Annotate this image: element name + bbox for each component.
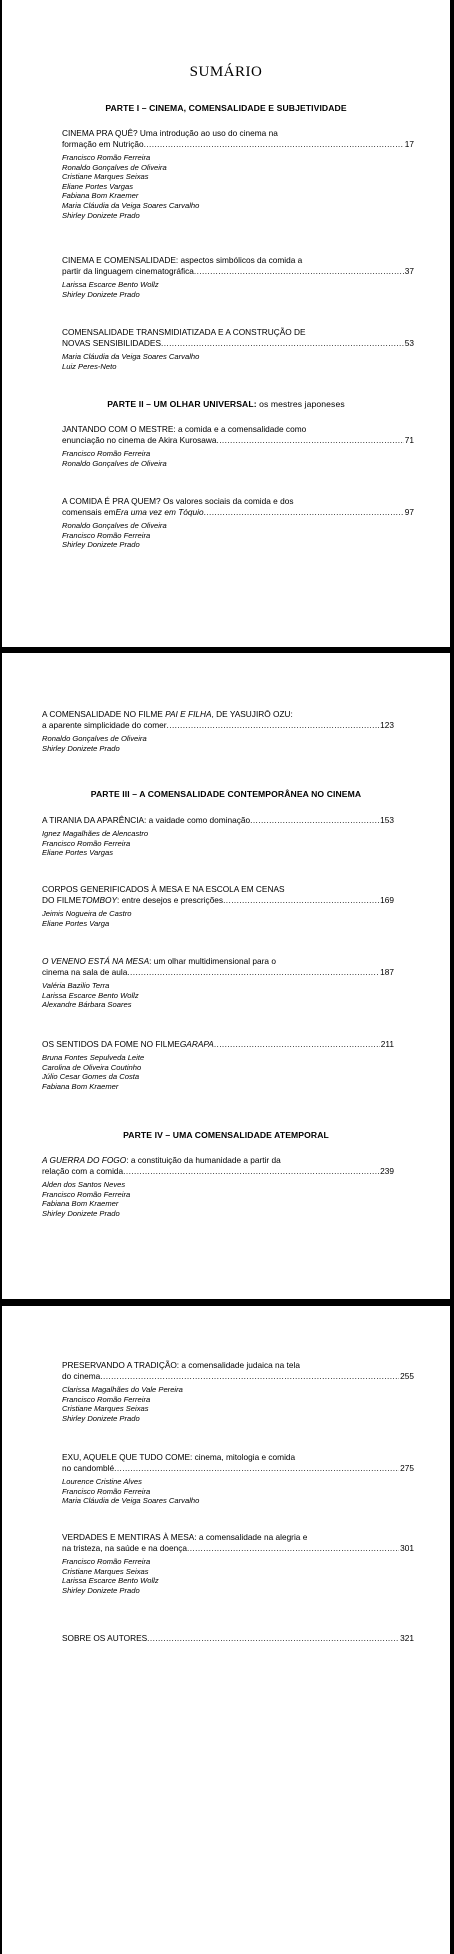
author-name: Maria Cláudia de Veiga Soares Carvalho bbox=[62, 1496, 200, 1506]
entry-title: CINEMA E COMENSALIDADE: aspectos simbólicos da comida a bbox=[62, 255, 303, 265]
author-name: Francisco Romão Ferreira bbox=[42, 1189, 131, 1199]
entry-title-cont: do cinema bbox=[62, 1371, 101, 1381]
page-number: 321 bbox=[400, 1633, 414, 1643]
part-heading: PARTE I – CINEMA, COMENSALIDADE E SUBJETIVIDADE bbox=[105, 103, 347, 113]
leader-dots bbox=[250, 815, 379, 826]
page-number: 239 bbox=[380, 1166, 394, 1176]
leader-dots bbox=[204, 507, 404, 518]
entry-title: A COMIDA É PRA QUEM? Os valores sociais da comida e dos bbox=[62, 496, 294, 506]
entry-title: COMENSALIDADE TRANSMIDIATIZADA E A CONSTRUÇÃO DE bbox=[62, 327, 306, 337]
author-name: Francisco Romão Ferreira bbox=[62, 153, 151, 162]
entry-title: : a constituição da humanidade a partir da bbox=[126, 1155, 281, 1165]
entry-title-cont: partir da linguagem cinematográfica bbox=[62, 266, 194, 276]
document-page-3 bbox=[2, 1306, 450, 1954]
author-name: Valéria Bazilio Terra bbox=[42, 981, 110, 990]
author-list bbox=[62, 1385, 414, 1423]
author-name: Larissa Escarce Bento Wollz bbox=[42, 990, 139, 1000]
entry-title-cont: , DE YASUJIRŌ OZU: bbox=[211, 709, 293, 719]
author-name: Francisco Romão Ferreira bbox=[62, 449, 151, 458]
author-list bbox=[62, 449, 414, 468]
part-heading bbox=[2, 399, 450, 409]
author-name: Bruna Fontes Sepulveda Leite bbox=[42, 1053, 145, 1062]
toc-entry[interactable] bbox=[62, 255, 414, 299]
entry-title-cont: enunciação no cinema de Akira Kurosawa bbox=[62, 435, 217, 445]
author-name: Cristiane Marques Seixas bbox=[62, 1404, 149, 1414]
entry-title-cont: NOVAS SENSIBILIDADES bbox=[62, 338, 161, 348]
page-number: 301 bbox=[400, 1543, 414, 1553]
toc-entry[interactable] bbox=[62, 1360, 414, 1423]
film-title: TOMBOY bbox=[81, 895, 117, 905]
toc-entry[interactable] bbox=[42, 1155, 394, 1218]
toc-entry[interactable] bbox=[62, 327, 414, 371]
entry-title-cont: cinema na sala de aula bbox=[42, 967, 128, 977]
entry-title-cont: na tristeza, na saúde e na doença bbox=[62, 1543, 188, 1553]
entry-title: A COMENSALIDADE NO FILME bbox=[42, 709, 166, 719]
author-name: Ronaldo Gonçalves de Oliveira bbox=[42, 734, 147, 743]
page-number: 37 bbox=[404, 266, 414, 276]
author-name: Shirley Donizete Prado bbox=[62, 540, 140, 550]
author-name: Luiz Peres-Neto bbox=[62, 361, 117, 371]
author-name: Francisco Romão Ferreira bbox=[62, 1486, 151, 1496]
page-number: 169 bbox=[380, 895, 394, 905]
leader-dots bbox=[217, 435, 404, 446]
page-number: 71 bbox=[404, 435, 414, 445]
author-name: Júlio Cesar Gomes da Costa bbox=[42, 1072, 140, 1082]
toc-entry[interactable] bbox=[42, 1039, 394, 1091]
entry-title-cont: : entre desejos e prescrições bbox=[117, 895, 224, 905]
toc-entry[interactable] bbox=[42, 884, 394, 928]
author-list bbox=[62, 280, 414, 299]
toc-entry[interactable] bbox=[62, 1452, 414, 1506]
author-list bbox=[42, 909, 394, 928]
leader-dots bbox=[147, 1633, 399, 1644]
entry-title: EXU, AQUELE QUE TUDO COME: cinema, mitologia e comida bbox=[62, 1452, 296, 1462]
author-name: Francisco Romão Ferreira bbox=[62, 530, 151, 540]
entry-title: OS SENTIDOS DA FOME NO FILME bbox=[42, 1039, 180, 1049]
author-list bbox=[62, 153, 414, 220]
page-number: 17 bbox=[404, 139, 414, 149]
part-heading-sub: os mestres japoneses bbox=[256, 399, 345, 409]
document-page-1 bbox=[2, 0, 450, 647]
entry-title: : um olhar multidimensional para o bbox=[149, 956, 276, 966]
author-name: Francisco Romão Ferreira bbox=[42, 838, 131, 848]
author-list bbox=[62, 352, 414, 371]
leader-dots bbox=[161, 338, 404, 349]
entry-title: CORPOS GENERIFICADOS À MESA E NA ESCOLA EM CENAS bbox=[42, 884, 285, 894]
author-list bbox=[42, 1053, 394, 1091]
entry-title: JANTANDO COM O MESTRE: a comida e a comensalidade como bbox=[62, 424, 307, 434]
author-list bbox=[42, 1180, 394, 1218]
part-heading: PARTE IV – UMA COMENSALIDADE ATEMPORAL bbox=[123, 1130, 329, 1140]
author-name: Larissa Escarce Bento Wollz bbox=[62, 1576, 159, 1586]
page-number: 153 bbox=[380, 815, 394, 825]
entry-title: VERDADES E MENTIRAS À MESA: a comensalidade na alegria e bbox=[62, 1532, 308, 1542]
author-name: Ignez Magalhães de Alencastro bbox=[42, 829, 149, 838]
author-name: Alden dos Santos Neves bbox=[42, 1180, 126, 1189]
author-name: Francisco Romão Ferreira bbox=[62, 1394, 151, 1404]
author-name: Larissa Escarce Bento Wollz bbox=[62, 280, 159, 289]
author-list bbox=[42, 981, 394, 1010]
entry-title: SOBRE OS AUTORES bbox=[62, 1633, 148, 1643]
entry-title: A TIRANIA DA APARÊNCIA: a vaidade como dominação bbox=[42, 815, 251, 825]
toc-entry[interactable] bbox=[62, 1633, 414, 1644]
author-name: Shirley Donizete Prado bbox=[42, 743, 120, 753]
author-name: Lourence Cristine Alves bbox=[62, 1477, 142, 1486]
page-number: 211 bbox=[380, 1039, 394, 1049]
page-number: 255 bbox=[400, 1371, 414, 1381]
entry-title-cont: relação com a comida bbox=[42, 1166, 124, 1176]
leader-dots bbox=[194, 266, 404, 277]
toc-entry[interactable] bbox=[62, 496, 414, 550]
page-number: 187 bbox=[380, 967, 394, 977]
author-name: Francisco Romão Ferreira bbox=[62, 1557, 151, 1566]
author-name: Fabiana Bom Kraemer bbox=[62, 191, 139, 201]
leader-dots bbox=[223, 895, 379, 906]
author-name: Eliane Portes Vargas bbox=[62, 181, 134, 191]
author-name: Maria Cláudia da Veiga Soares Carvalho bbox=[62, 352, 200, 361]
author-name: Shirley Donizete Prado bbox=[62, 289, 140, 299]
author-name: Cristiane Marques Seixas bbox=[62, 172, 149, 182]
author-name: Fabiana Bom Kraemer bbox=[42, 1081, 119, 1091]
author-name: Jeimis Nogueira de Castro bbox=[42, 909, 132, 918]
film-title: O VENENO ESTÁ NA MESA bbox=[42, 956, 150, 966]
author-name: Clarissa Magalhães do Vale Pereira bbox=[62, 1385, 183, 1394]
toc-entry[interactable] bbox=[42, 815, 394, 858]
page-title: SUMÁRIO bbox=[189, 64, 263, 80]
toc-entry[interactable] bbox=[42, 709, 394, 753]
toc-entry[interactable] bbox=[62, 424, 414, 468]
author-name: Shirley Donizete Prado bbox=[42, 1208, 120, 1218]
page-number: 53 bbox=[404, 338, 414, 348]
entry-title: CINEMA PRA QUÊ? Uma introdução ao uso do cinema na bbox=[62, 128, 278, 138]
author-name: Alexandre Bárbara Soares bbox=[42, 1000, 132, 1010]
author-name: Fabiana Bom Kraemer bbox=[42, 1199, 119, 1209]
author-name: Shirley Donizete Prado bbox=[62, 1413, 140, 1423]
entry-title-cont: comensais em bbox=[62, 507, 116, 517]
author-list bbox=[62, 1477, 414, 1506]
author-name: Maria Cláudia da Veiga Soares Carvalho bbox=[62, 200, 200, 210]
film-title: GARAPA bbox=[179, 1039, 214, 1049]
leader-dots bbox=[144, 139, 404, 150]
author-name: Ronaldo Gonçalves de Oliveira bbox=[62, 521, 167, 530]
toc-entry[interactable] bbox=[62, 128, 414, 220]
leader-dots bbox=[214, 1039, 380, 1050]
entry-title-cont: no candomblé bbox=[62, 1463, 115, 1473]
author-name: Shirley Donizete Prado bbox=[62, 1585, 140, 1595]
entry-title-cont: DO FILME bbox=[42, 895, 82, 905]
leader-dots bbox=[123, 1166, 379, 1177]
leader-dots bbox=[127, 967, 379, 978]
entry-title-cont: a aparente simplicidade do comer bbox=[42, 720, 167, 730]
part-heading-bold: PARTE II – UM OLHAR UNIVERSAL: bbox=[107, 399, 257, 409]
part-heading: PARTE III – A COMENSALIDADE CONTEMPORÂNEA NO CINEMA bbox=[90, 789, 362, 799]
page-number: 97 bbox=[404, 507, 414, 517]
leader-dots bbox=[187, 1543, 399, 1554]
author-name: Cristiane Marques Seixas bbox=[62, 1566, 149, 1576]
author-list bbox=[62, 521, 414, 550]
author-list bbox=[62, 1557, 414, 1595]
author-name: Eliane Portes Varga bbox=[42, 918, 110, 928]
leader-dots bbox=[114, 1463, 399, 1474]
leader-dots bbox=[167, 720, 380, 731]
page-number: 123 bbox=[380, 720, 394, 730]
toc-entry[interactable] bbox=[62, 1532, 414, 1595]
entry-title-cont: formação em Nutrição bbox=[62, 139, 144, 149]
leader-dots bbox=[100, 1371, 399, 1382]
author-name: Shirley Donizete Prado bbox=[62, 210, 140, 220]
film-title: Era uma vez em Tóquio bbox=[115, 507, 204, 517]
film-title: PAI E FILHA bbox=[165, 709, 212, 719]
page-number: 275 bbox=[400, 1463, 414, 1473]
author-name: Ronaldo Gonçalves de Oliveira bbox=[62, 162, 167, 172]
document-page-2 bbox=[2, 653, 450, 1299]
author-name: Ronaldo Gonçalves de Oliveira bbox=[62, 458, 167, 468]
entry-title: PRESERVANDO A TRADIÇÃO: a comensalidade judaica na tela bbox=[62, 1360, 300, 1370]
author-name: Carolina de Oliveira Coutinho bbox=[42, 1062, 142, 1072]
toc-entry[interactable] bbox=[42, 956, 394, 1010]
author-list bbox=[42, 734, 394, 753]
author-list bbox=[42, 829, 394, 858]
author-name: Eliane Portes Vargas bbox=[42, 848, 114, 858]
film-title: A GUERRA DO FOGO bbox=[42, 1155, 127, 1165]
